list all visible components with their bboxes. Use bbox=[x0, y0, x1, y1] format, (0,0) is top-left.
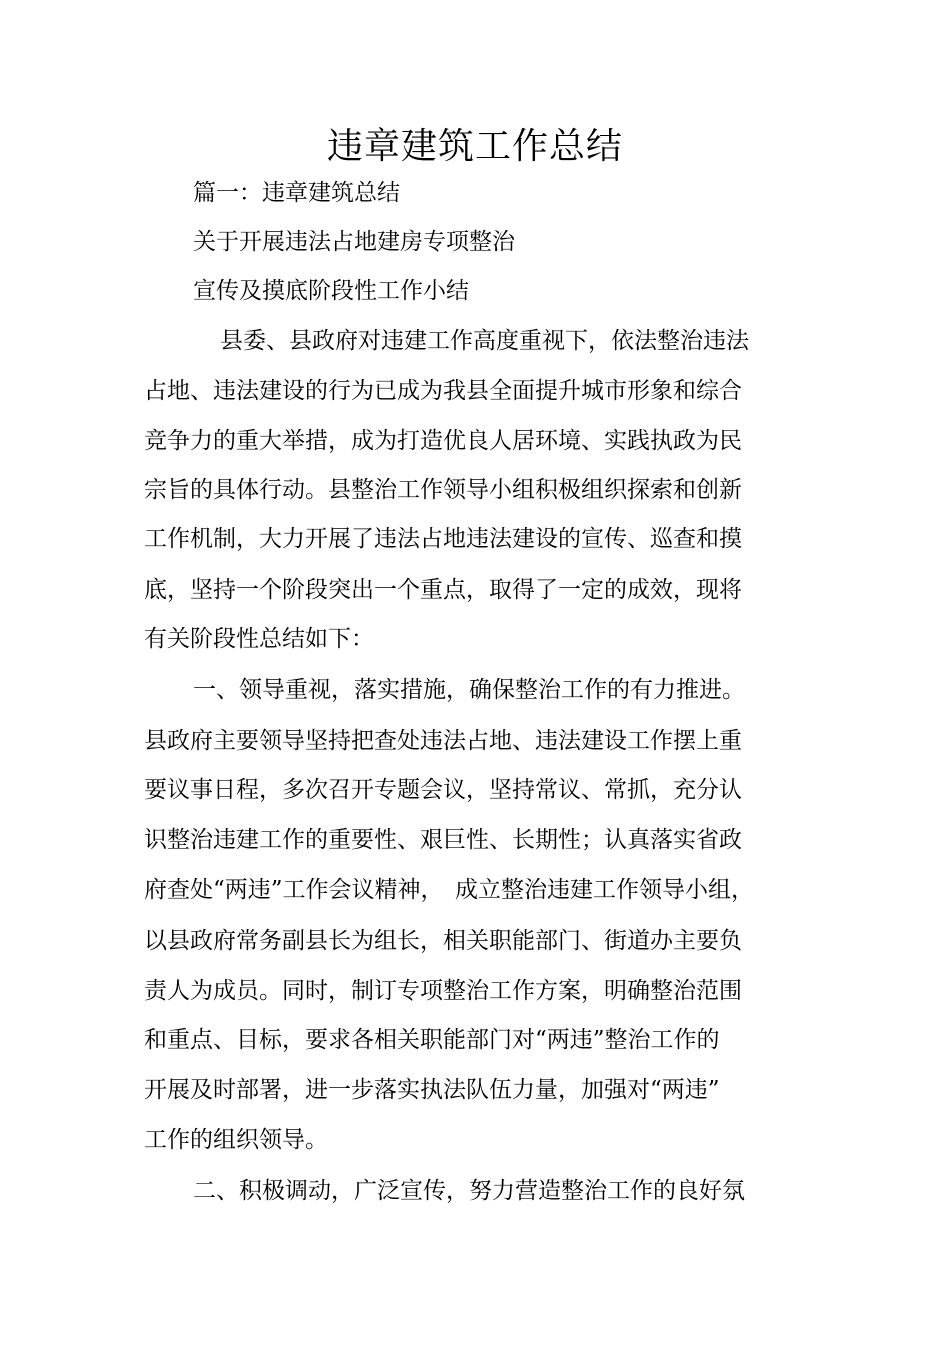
body-line: 工作的组织领导。 bbox=[144, 1127, 328, 1153]
body-line: 竞争力的重大举措，成为打造优良人居环境、实践执政为民 bbox=[144, 428, 742, 454]
heading-line: 关于开展违法占地建房专项整治 bbox=[193, 229, 515, 255]
body-line: 县政府主要领导坚持把查处违法占地、违法建设工作摆上重 bbox=[144, 728, 742, 754]
document-title: 违章建筑工作总结 bbox=[326, 126, 623, 167]
body-line: 以县政府常务副县长为组长，相关职能部门、街道办主要负 bbox=[144, 928, 742, 954]
body-line: 要议事日程，多次召开专题会议，坚持常议、常抓，充分认 bbox=[144, 777, 742, 803]
body-line: 县委、县政府对违建工作高度重视下，依法整治违法 bbox=[220, 328, 749, 354]
body-line: 责人为成员。同时，制订专项整治工作方案，明确整治范围 bbox=[144, 978, 742, 1004]
body-line: 底，坚持一个阶段突出一个重点，取得了一定的成效，现将 bbox=[144, 577, 742, 603]
body-line: 宗旨的具体行动。县整治工作领导小组积极组织探索和创新 bbox=[144, 477, 742, 503]
heading-line: 篇一：违章建筑总结 bbox=[193, 180, 400, 206]
body-line: 有关阶段性总结如下： bbox=[144, 626, 374, 652]
body-line: 和重点、目标，要求各相关职能部门对“两违”整治工作的 bbox=[144, 1027, 720, 1053]
heading-line: 宣传及摸底阶段性工作小结 bbox=[193, 278, 469, 304]
body-line: 府查处“两违”工作会议精神， 成立整治违建工作领导小组， bbox=[144, 877, 755, 903]
section-heading-line: 一、领导重视，落实措施，确保整治工作的有力推进。 bbox=[193, 677, 745, 703]
body-line: 占地、违法建设的行为已成为我县全面提升城市形象和综合 bbox=[144, 378, 742, 404]
section-heading-line: 二、积极调动，广泛宣传，努力营造整治工作的良好氛 bbox=[193, 1178, 745, 1204]
body-line: 识整治违建工作的重要性、艰巨性、长期性；认真落实省政 bbox=[144, 827, 742, 853]
body-line: 工作机制，大力开展了违法占地违法建设的宣传、巡查和摸 bbox=[144, 526, 742, 552]
body-line: 开展及时部署，进一步落实执法队伍力量，加强对“两违” bbox=[144, 1077, 720, 1103]
